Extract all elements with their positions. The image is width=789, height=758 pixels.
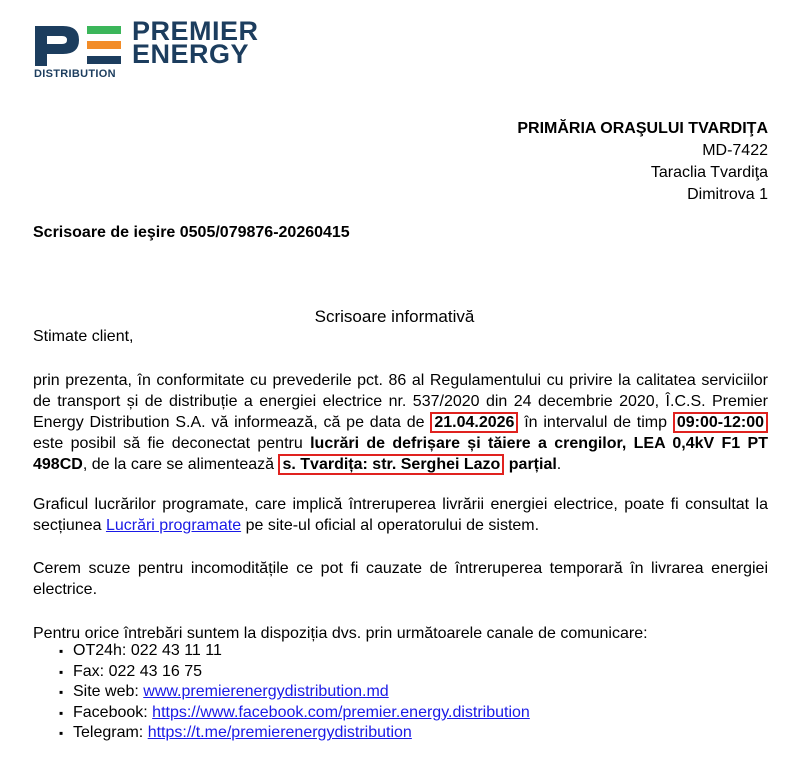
outage-date-highlight: 21.04.2026 [430, 412, 518, 433]
recipient-locality: Taraclia Tvardiţa [650, 164, 768, 181]
outage-time-highlight: 09:00-12:00 [673, 412, 768, 433]
channel-label: OT24h: [73, 642, 127, 659]
paragraph-apology: Cerem scuze pentru incomoditățile ce pot fi cauzate de întreruperea temporară în livrarea energiei electrice. [33, 560, 768, 598]
fax-number: 022 43 16 75 [108, 662, 202, 680]
greeting: Stimate client, [33, 328, 134, 345]
p1-intro: prin prezenta, în conformitate cu prevederile pct. 86 al Regulamentului cu privire la calitatea serviciilor de transport și de distribuție a energiei electrice nr. 537/2020 din 24 decembrie 2020, Î.C.S. Premier Energy Distribution S.A. vă informează, că pe data de [33, 372, 768, 431]
website-link[interactable]: www.premierenergydistribution.md [143, 683, 389, 700]
channel-label: Facebook: [73, 703, 148, 721]
list-item [33, 682, 530, 703]
contact-channels-list [33, 641, 530, 744]
list-item [33, 641, 530, 662]
paragraph-contact-intro: Pentru orice întrebări suntem la dispoziția dvs. prin următoarele canale de comunicare: [33, 625, 648, 642]
p1-mid3: , de la care se alimentează [82, 456, 275, 473]
recipient-street: Dimitrova 1 [687, 186, 768, 203]
outage-location-highlight: s. Tvardița: str. Serghei Lazo [278, 454, 504, 475]
brand-name [132, 16, 259, 69]
outage-works: lucrări de defrișare și tăiere a crengilor, LEA 0,4kV F1 PT 498CD [33, 435, 768, 473]
brand-name-line2: ENERGY [132, 39, 250, 69]
list-item [33, 703, 530, 724]
letter-title: Scrisoare informativă [314, 307, 475, 326]
recipient-address [517, 118, 768, 206]
phone-number: 022 43 11 11 [130, 642, 222, 659]
telegram-link[interactable]: https://t.me/premierenergydistribution [147, 724, 412, 741]
channel-label: Telegram: [73, 724, 144, 741]
letter-reference: Scrisoare de ieşire 0505/079876-20260415 [33, 224, 350, 241]
paragraph-schedule [33, 494, 768, 536]
recipient-name: PRIMĂRIA ORAŞULUI TVARDIŢA [517, 120, 768, 137]
pe-logo-mark-icon [33, 24, 133, 68]
brand-name-line1: PREMIER [132, 16, 259, 46]
scheduled-works-link[interactable]: Lucrări programate [105, 517, 242, 534]
p2-before-link: Graficul lucrărilor programate, care implică întreruperea livrării energiei electrice, poate fi consultat la secțiunea [33, 496, 768, 534]
channel-label: Fax: [73, 662, 105, 680]
channel-label: Site web: [73, 683, 139, 700]
p1-mid1: în intervalul de timp [524, 414, 668, 431]
facebook-link[interactable]: https://www.facebook.com/premier.energy.distribution [152, 703, 530, 721]
brand-division: DISTRIBUTION [34, 68, 116, 80]
p2-after-link: pe site-ul oficial al operatorului de sistem. [245, 517, 540, 534]
p1-end: . [556, 456, 562, 473]
recipient-postal-code: MD-7422 [702, 142, 768, 159]
outage-scope: parțial [508, 456, 557, 473]
p1-mid2: este posibil să fie deconectat pentru [33, 435, 303, 452]
list-item [33, 662, 530, 683]
list-item [33, 723, 530, 744]
paragraph-outage-notice [33, 370, 768, 475]
